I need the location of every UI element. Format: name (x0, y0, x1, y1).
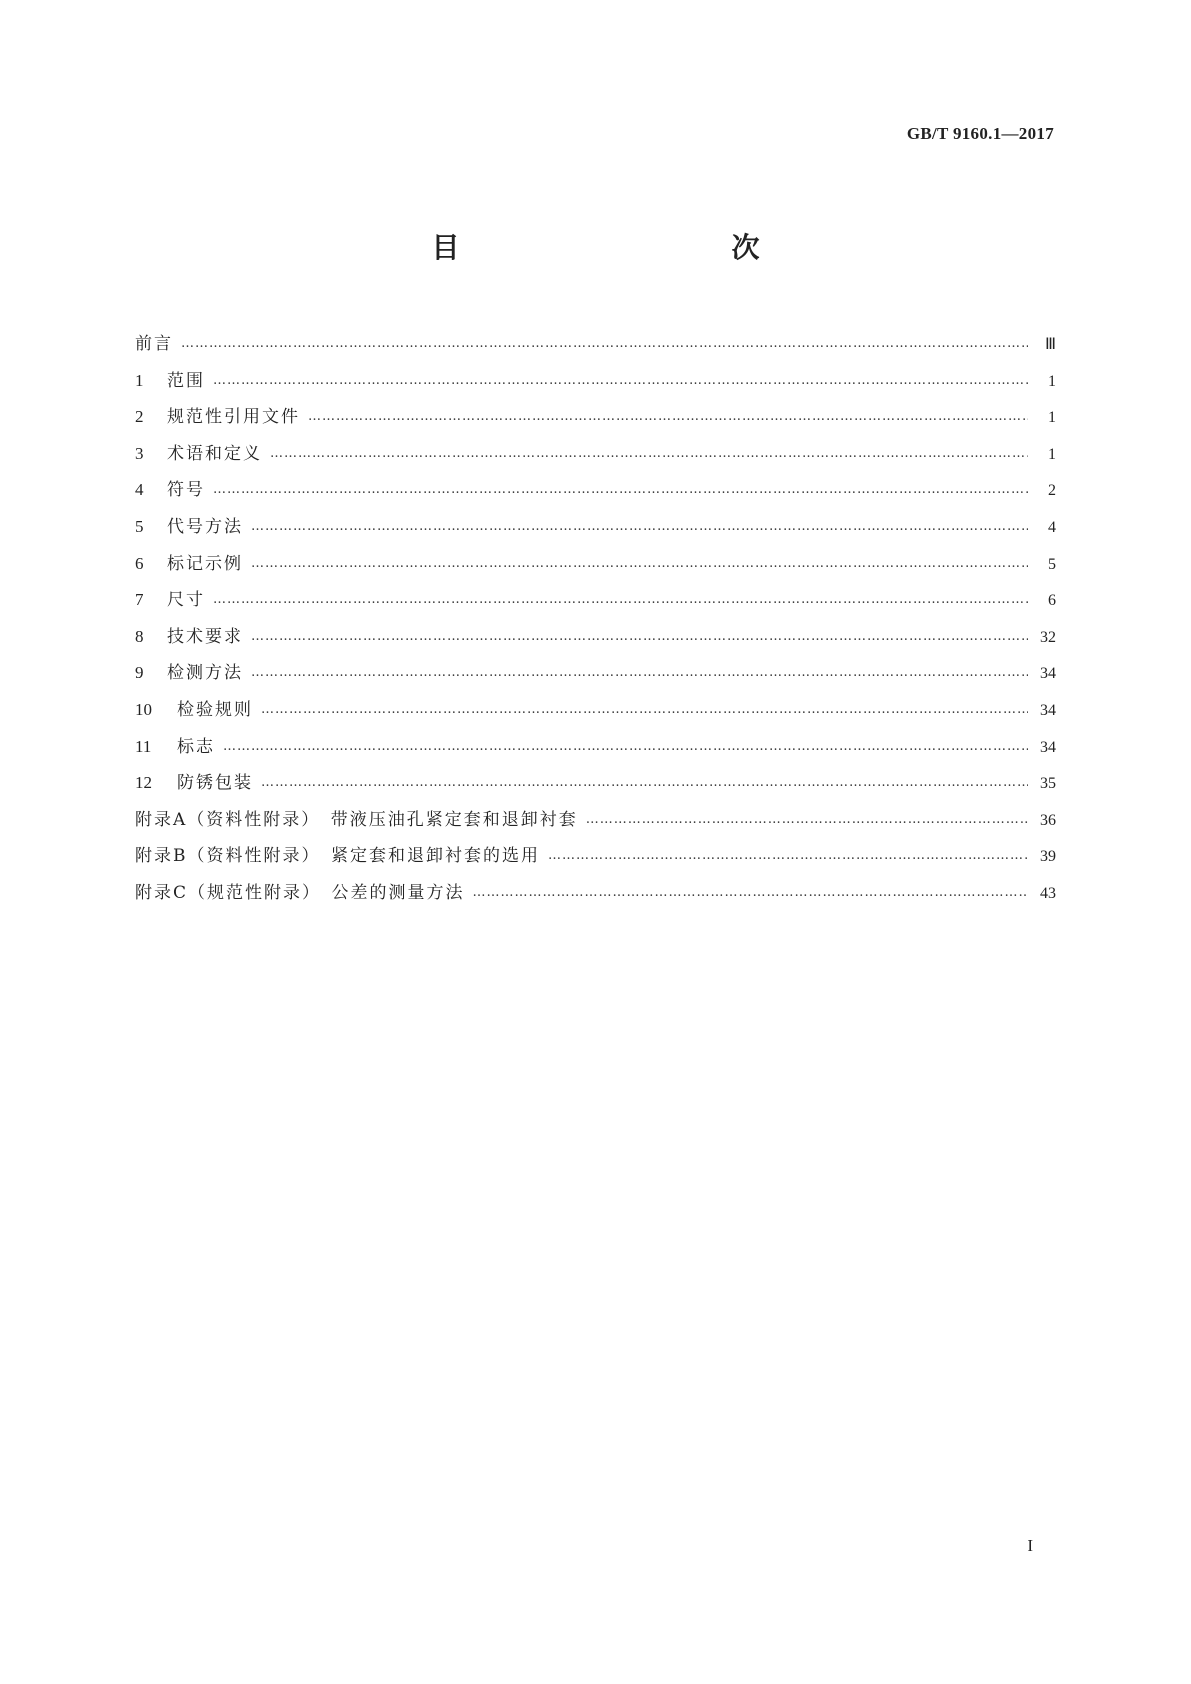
toc-entry-number: 5 (135, 516, 144, 536)
page-number: I (1027, 1536, 1033, 1555)
toc-entry-number: 1 (135, 370, 144, 390)
toc-entry-label: 术语和定义 (167, 443, 262, 464)
toc-entry-label: 防锈包装 (177, 773, 253, 794)
toc-entry-label: 标记示例 (167, 553, 243, 574)
toc-leader-dots (261, 765, 1028, 802)
toc-entry-inspection-rules[interactable] (135, 692, 1056, 729)
toc-entry-number: 12 (135, 773, 152, 793)
toc-leader-dots (548, 838, 1028, 875)
toc-entry-test-methods[interactable] (135, 655, 1056, 692)
toc-leader-dots (251, 655, 1028, 692)
toc-entry-label: 检验规则 (177, 699, 253, 720)
toc-entry-annex-c[interactable] (135, 875, 1056, 912)
toc-entry-terms-definitions[interactable] (135, 436, 1056, 473)
toc-entry-page: 34 (1040, 701, 1056, 719)
toc-entry-label: 附录A（资料性附录） 带液压油孔紧定套和退卸衬套 (135, 809, 578, 830)
toc-entry-label: 附录B（资料性附录） 紧定套和退卸衬套的选用 (135, 846, 540, 867)
toc-leader-dots (270, 436, 1028, 473)
toc-entry-page: 43 (1040, 884, 1056, 902)
toc-entry-rust-packaging[interactable] (135, 765, 1056, 802)
toc-leader-dots (251, 509, 1028, 546)
toc-entry-number: 4 (135, 480, 144, 500)
toc-entry-technical-requirements[interactable] (135, 619, 1056, 656)
toc-entry-page: 32 (1040, 628, 1056, 646)
toc-leader-dots (251, 619, 1028, 656)
toc-entry-foreword[interactable] (135, 326, 1056, 363)
toc-entry-symbols[interactable] (135, 472, 1056, 509)
toc-entry-marking-examples[interactable] (135, 546, 1056, 583)
toc-entry-label: 规范性引用文件 (167, 407, 300, 428)
toc-entry-label: 前言 (135, 334, 173, 354)
toc-leader-dots (213, 363, 1028, 400)
toc-entry-page: 36 (1040, 811, 1056, 829)
toc-entry-page: 34 (1040, 665, 1056, 683)
toc-entry-page: 1 (1048, 445, 1056, 463)
toc-entry-label: 附录C（规范性附录） 公差的测量方法 (135, 882, 465, 903)
toc-entry-number: 2 (135, 407, 144, 427)
toc-entry-label: 代号方法 (167, 516, 243, 537)
toc-entry-label: 标志 (177, 736, 215, 757)
toc-entry-label: 检测方法 (167, 663, 243, 684)
toc-entry-annex-a[interactable] (135, 802, 1056, 839)
toc-entry-label: 范围 (167, 370, 205, 391)
toc-entry-number: 11 (135, 736, 152, 756)
toc-leader-dots (251, 546, 1028, 583)
toc-entry-number: 9 (135, 663, 144, 683)
toc-entry-number: 10 (135, 699, 152, 719)
toc-entry-designation-method[interactable] (135, 509, 1056, 546)
toc-entry-page: 1 (1048, 372, 1056, 390)
page-title: 目 次 (431, 231, 832, 264)
toc-leader-dots (261, 692, 1028, 729)
toc-entry-label: 尺寸 (167, 590, 205, 611)
toc-entry-number: 8 (135, 626, 144, 646)
toc-entry-page: 6 (1048, 592, 1056, 610)
toc-entry-dimensions[interactable] (135, 582, 1056, 619)
toc-entry-page: 1 (1048, 409, 1056, 427)
toc-entry-number: 3 (135, 443, 144, 463)
toc-leader-dots (586, 802, 1028, 839)
toc-leader-dots (181, 326, 1028, 363)
toc-leader-dots (473, 875, 1028, 912)
toc-leader-dots (213, 582, 1028, 619)
toc-entry-number: 7 (135, 590, 144, 610)
table-of-contents (135, 326, 1056, 912)
toc-entry-annex-b[interactable] (135, 838, 1056, 875)
toc-entry-scope[interactable] (135, 363, 1056, 400)
toc-leader-dots (308, 399, 1028, 436)
toc-entry-page: 35 (1040, 775, 1056, 793)
toc-entry-normative-references[interactable] (135, 399, 1056, 436)
toc-entry-marking[interactable] (135, 729, 1056, 766)
toc-entry-page: 5 (1048, 555, 1056, 573)
toc-entry-page: 2 (1048, 482, 1056, 500)
toc-entry-page: 4 (1048, 518, 1056, 536)
toc-leader-dots (213, 472, 1028, 509)
toc-entry-page: Ⅲ (1044, 336, 1056, 353)
toc-entry-page: 34 (1040, 738, 1056, 756)
toc-entry-page: 39 (1040, 848, 1056, 866)
toc-leader-dots (223, 729, 1028, 766)
toc-entry-label: 技术要求 (167, 626, 243, 647)
toc-entry-number: 6 (135, 553, 144, 573)
standard-number: GB/T 9160.1—2017 (906, 124, 1054, 143)
toc-entry-label: 符号 (167, 480, 205, 501)
